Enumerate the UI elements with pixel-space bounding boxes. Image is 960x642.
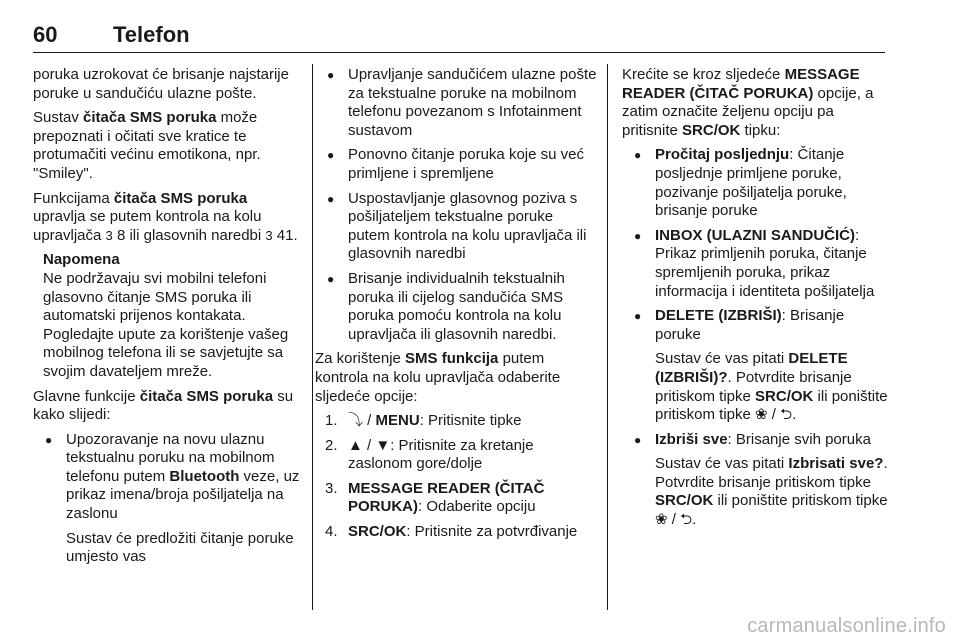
text: . Potvrdite brisanje pritiskom tipke (655, 455, 888, 491)
page-reference-arrow: 3 (265, 227, 273, 243)
text: : Pritisnite tipke (419, 412, 522, 430)
text: : Brisanje svih poruka (727, 430, 871, 448)
bullet-list (33, 431, 303, 567)
column-divider-2 (607, 64, 608, 610)
text: : Brisanje poruke (655, 307, 845, 343)
text: Funkcijama (33, 189, 114, 207)
term: DELETE (IZBRIŠI) (655, 307, 782, 325)
text: . Potvrdite brisanje pritiskom tipke (655, 368, 852, 405)
list-item (33, 431, 303, 567)
text: ili poništite pritiskom tipke (655, 387, 888, 424)
text: Krećite se kroz sljedeće (622, 66, 785, 83)
list-item-note (655, 350, 888, 424)
list-item-note (655, 455, 888, 529)
header-rule (33, 52, 885, 53)
paragraph (622, 66, 888, 140)
paragraph (315, 350, 597, 406)
text: Upozoravanje na novu ulaznu tekstualnu poruku na mobilnom telefonu putem (66, 430, 275, 485)
text: su kako slijedi: (33, 387, 294, 424)
text: Sustav (33, 109, 84, 127)
term: Bluetooth (169, 467, 240, 485)
step-number: 1. (325, 412, 338, 430)
text: ili poništite pritiskom tipke (713, 492, 888, 510)
bullet-list (622, 146, 888, 529)
list-item (315, 412, 597, 431)
term: MESSAGE READER (ČITAČ PORUKA) (622, 66, 860, 102)
text: . (692, 511, 697, 529)
text: tipku: (740, 121, 781, 139)
text: / (363, 412, 376, 430)
paragraph (33, 190, 303, 246)
term: čitača SMS poruka (139, 387, 274, 405)
list-item (315, 480, 597, 517)
paragraph: poruka uzrokovat će brisanje najstarije poruke u sandučiću ulazne pošte. (33, 66, 289, 102)
page-title: Telefon (113, 22, 190, 47)
page-header (33, 22, 885, 54)
list-item (315, 437, 597, 474)
note-box (43, 251, 303, 381)
text: može prepoznati i očitati sve kratice te protumačiti većinu emotikona, npr. "Smiley". (33, 109, 261, 182)
term: Izbriši sve (655, 430, 728, 448)
list-item (622, 307, 888, 425)
term: Pročitaj posljednju (655, 146, 790, 164)
list-item (315, 523, 597, 542)
list-item-note: Sustav će predložiti čitanje poruke umjesto vas (66, 529, 294, 566)
term: SMS funkcija (405, 350, 499, 368)
page-number: 60 (33, 22, 58, 47)
list-item (622, 227, 888, 301)
column-1 (33, 66, 303, 573)
column-divider-1 (312, 64, 313, 610)
term: SRC/OK (655, 492, 714, 510)
note-heading: Napomena (43, 251, 120, 269)
term: SRC/OK (755, 387, 814, 405)
list-item: ● Brisanje individualnih tekstualnih poruka ili cijelog sandučića SMS poruka pomoću kontrola na kolu upravljača ili glasovnih naredbi. (315, 270, 597, 344)
term: INBOX (ULAZNI SANDUČIĆ) (655, 226, 855, 244)
list-item: ● Upravljanje sandučićem ulazne pošte za tekstualne poruke na mobilnom telefonu povezanom s Infotainment sustavom (315, 66, 597, 140)
step-number: 2. (325, 436, 338, 454)
text: Sustav će vas pitati (655, 455, 789, 473)
text: upravlja se putem kontrola na kolu upravljača (33, 208, 262, 244)
text: putem kontrola na kolu upravljača odaberite sljedeće opcije: (315, 350, 561, 405)
text: Sustav će vas pitati (655, 350, 789, 368)
text: : Čitanje posljednje primljene poruke, pozivanje pošiljatelja poruke, brisanje poruke (655, 146, 847, 220)
numbered-list (315, 412, 597, 542)
list-item: ● Uspostavljanje glasovnog poziva s pošiljateljem tekstualne poruke putem kontrola na kolu upravljača ili glasovnih naredbi (315, 190, 597, 264)
term: čitača SMS poruka (83, 109, 217, 127)
voice-call-icon: ⤵ (348, 412, 364, 430)
step-number: 3. (325, 479, 338, 497)
paragraph (33, 388, 303, 425)
up-down-arrow-icon: ▲ / ▼ (348, 436, 391, 454)
bullet-list (315, 66, 597, 344)
list-item (622, 146, 888, 220)
term: DELETE (IZBRIŠI)? (655, 350, 848, 386)
text: veze, uz prikaz imena/broja pošiljatelja na zaslonu (66, 467, 300, 523)
text: Za korištenje (315, 350, 406, 368)
list-item: ● Ponovno čitanje poruka koje su već primljene i spremljene (315, 146, 597, 183)
term: Izbrisati sve? (788, 455, 884, 473)
mute-back-icon: ❀ / ⮌ (655, 511, 693, 529)
term: SRC/OK (682, 121, 741, 139)
paragraph (33, 109, 303, 183)
term: MENU (375, 412, 420, 430)
step-number: 4. (325, 523, 338, 541)
text: 41. (272, 226, 298, 244)
text: . (792, 406, 797, 424)
column-2 (315, 66, 597, 548)
term: čitača SMS poruka (113, 189, 248, 207)
text: : Odaberite opciju (418, 498, 536, 516)
watermark: carmanualsonline.info (747, 615, 946, 637)
text: : Pritisnite za kretanje zaslonom gore/dolje (348, 436, 534, 473)
text: Glavne funkcije (33, 387, 140, 405)
mute-back-icon: ❀ / ⮌ (755, 406, 793, 424)
text: opcije, a zatim označite željenu opciju pa pritisnite (622, 84, 874, 139)
term: MESSAGE READER (ČITAČ PORUKA) (348, 479, 545, 516)
page-reference-arrow: 3 (105, 227, 113, 243)
list-item (622, 431, 888, 530)
text: : Prikaz primljenih poruka, čitanje spremljenih poruka, prikaz informacija i identiteta pošiljatelja (655, 226, 875, 300)
term: SRC/OK (348, 523, 407, 541)
column-3 (622, 66, 888, 536)
note-text: Ne podržavaju svi mobilni telefoni glasovno čitanje SMS poruka ili automatski prijenos kontakata. Pogledajte upute za korištenje vašeg mobilnog telefona ili se savjetujte sa svojim davateljem mreže. (43, 269, 289, 380)
text: : Pritisnite za potvrđivanje (406, 523, 578, 541)
text: 8 ili glasovnih naredbi (112, 226, 266, 244)
